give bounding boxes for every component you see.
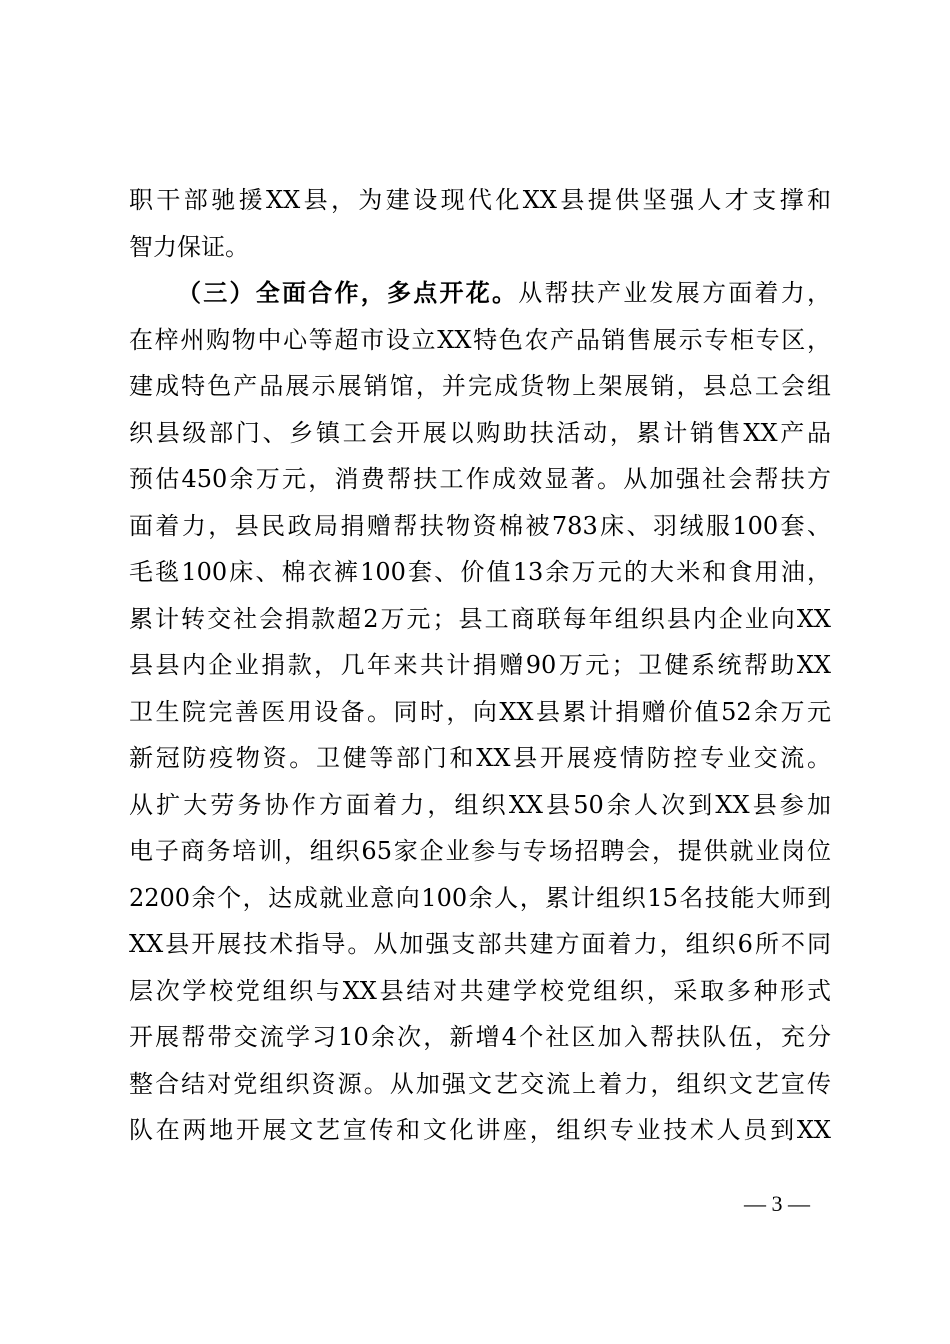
text-line [129, 270, 831, 317]
text-line: 层次学校党组织与XX县结对共建学校党组织，采取多种形式 [129, 976, 831, 1005]
text-line: 在梓州购物中心等超市设立XX特色农产品销售展示专柜专区， [129, 325, 831, 354]
text-line: 整合结对党组织资源。从加强文艺交流上着力，组织文艺宣传 [129, 1069, 831, 1098]
text-line: 新冠防疫物资。卫健等部门和XX县开展疫情防控专业交流。 [129, 744, 831, 772]
section-heading: （三）全面合作，多点开花。 [177, 278, 519, 307]
text-line: 队在两地开展文艺宣传和文化讲座，组织专业技术人员到XX [129, 1116, 831, 1144]
text-line: 职干部驰援XX县，为建设现代化XX县提供坚强人才支撑和 [129, 186, 831, 214]
body-text [129, 177, 831, 1154]
text-line: 建成特色产品展示展销馆，并完成货物上架展销，县总工会组 [129, 372, 831, 400]
text-line: 县县内企业捐款，几年来共计捐赠90万元；卫健系统帮助XX [129, 651, 831, 679]
text-line: 电子商务培训，组织65家企业参与专场招聘会，提供就业岗位 [129, 837, 831, 865]
text-line: 累计转交社会捐款超2万元；县工商联每年组织县内企业向XX [129, 604, 831, 633]
text-line: 毛毯100床、棉衣裤100套、价值13余万元的大米和食用油， [129, 558, 831, 586]
text-line: 预估450余万元，消费帮扶工作成效显著。从加强社会帮扶方 [129, 465, 831, 493]
text-line: 开展帮带交流学习10余次，新增4个社区加入帮扶队伍，充分 [129, 1023, 831, 1051]
text-line: 2200余个，达成就业意向100余人，累计组织15名技能大师到 [129, 883, 831, 912]
text-line: 织县级部门、乡镇工会开展以购助扶活动，累计销售XX产品 [129, 418, 831, 447]
text-line: 从扩大劳务协作方面着力，组织XX县50余人次到XX县参加 [129, 790, 831, 819]
text-line: 卫生院完善医用设备。同时，向XX县累计捐赠价值52余万元 [129, 697, 831, 726]
page-number: — 3 — [744, 1191, 810, 1216]
text-line: 智力保证。 [129, 232, 249, 261]
text-run: 从帮扶产业发展方面着力， [518, 279, 831, 307]
text-line: XX县开展技术指导。从加强支部共建方面着力，组织6所不同 [129, 930, 831, 958]
text-line: 面着力，县民政局捐赠帮扶物资棉被783床、羽绒服100套、 [129, 511, 831, 540]
